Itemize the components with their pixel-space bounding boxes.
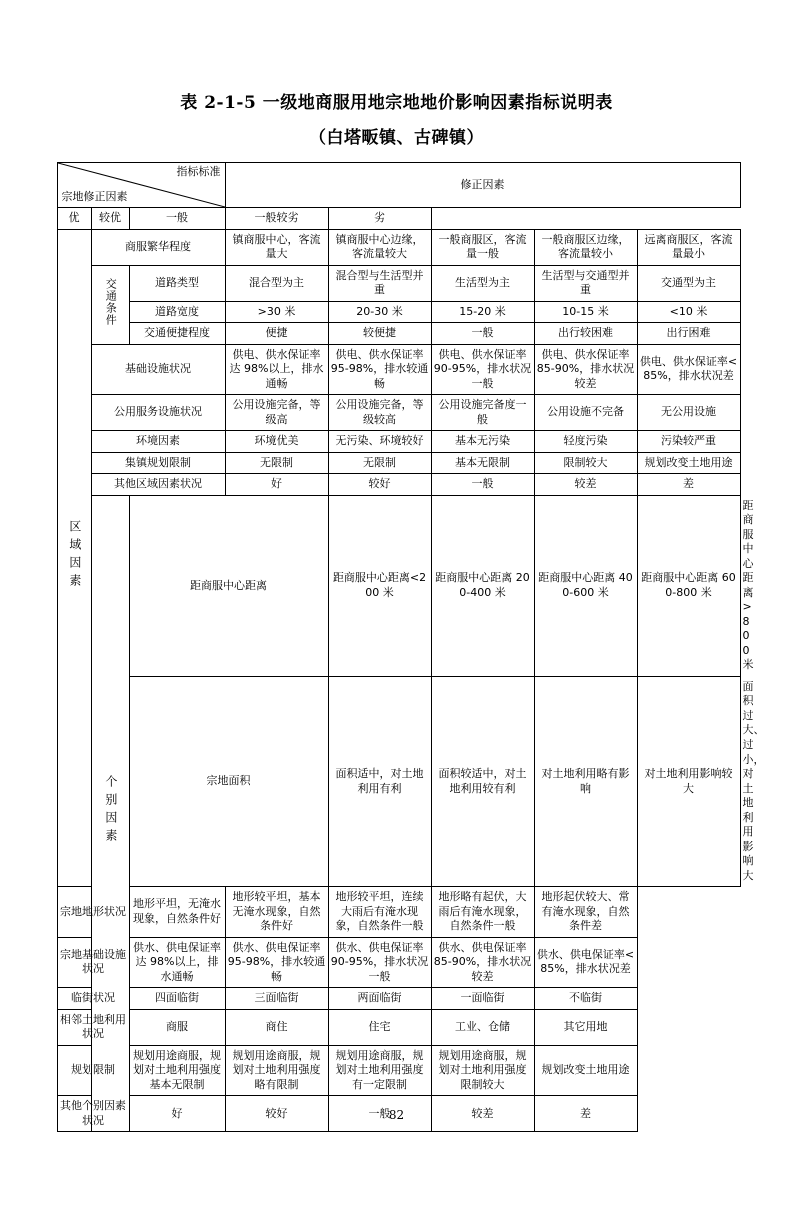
row-label-planning-restriction: 规划限制	[57, 1045, 129, 1096]
cell-value: 无限制	[328, 452, 431, 474]
cell-value: 一般	[431, 323, 534, 345]
cell-value: 一面临街	[431, 988, 534, 1010]
row-label-other-individual: 其他个别因素状况	[57, 1096, 129, 1132]
cell-value: 便捷	[225, 323, 328, 345]
cell-value: 20-30 米	[328, 301, 431, 323]
cell-value: 一般	[431, 474, 534, 496]
row-label-street-frontage: 临街状况	[57, 988, 129, 1010]
table-row	[57, 301, 740, 323]
row-label-other-regional: 其他区域因素状况	[91, 474, 225, 496]
table-row	[57, 265, 740, 301]
cell-value: 对土地利用略有影响	[534, 676, 637, 886]
row-label-traffic-convenience: 交通便捷程度	[129, 323, 225, 345]
cell-value: 规划用途商服，规划对土地利用强度限制较大	[431, 1045, 534, 1096]
cell-value: 差	[637, 474, 740, 496]
table-row	[57, 229, 740, 265]
cell-value: 公用设施不完备	[534, 395, 637, 431]
cell-value: 供电、供水保证率 85-90%，排水状况较差	[534, 344, 637, 395]
cell-value: 好	[225, 474, 328, 496]
cell-value: 不临街	[534, 988, 637, 1010]
cell-value: >30 米	[225, 301, 328, 323]
table-row	[57, 452, 740, 474]
cell-value: 距商服中心距离 200-400 米	[431, 495, 534, 676]
cell-value: 较好	[225, 1096, 328, 1132]
cell-value: 基本无污染	[431, 431, 534, 453]
corner-header-cell	[57, 163, 225, 208]
row-label-road-type	[129, 265, 225, 301]
cell-value: 规划改变土地用途	[637, 452, 740, 474]
cell-value: 三面临街	[225, 988, 328, 1010]
cell-value: 一般商服区边缘，客流量较小	[534, 229, 637, 265]
cell-value: 轻度污染	[534, 431, 637, 453]
table-row: 个别因素 距商服中心距离 距商服中心距离<200 米 距商服中心距离 200-400 米 距商服中心距离 400-600 米 距商服中心距离 600-800 米 距商服中心距离>800 米	[57, 495, 740, 676]
cell-value: 地形起伏较大、常有淹水现象，自然条件差	[534, 887, 637, 938]
row-label-environment: 环境因素	[91, 431, 225, 453]
cell-value: 环境优美	[225, 431, 328, 453]
cell-value: 10-15 米	[534, 301, 637, 323]
cell-value: 供电、供水保证率达 98%以上，排水通畅	[225, 344, 328, 395]
cell-value: 地形较平坦，连续大雨后有淹水现象，自然条件一般	[328, 887, 431, 938]
corner-label-bottom: 宗地修正因素	[61, 190, 128, 204]
cell-value: 无污染、环境较好	[328, 431, 431, 453]
group-header-correction-factors: 修正因素	[225, 163, 740, 208]
cell-value: 规划用途商服，规划对土地利用强度略有限制	[225, 1045, 328, 1096]
cell-value: 无公用设施	[637, 395, 740, 431]
cell-value: 公用设施完备度一般	[431, 395, 534, 431]
cell-value: 距商服中心距离 400-600 米	[534, 495, 637, 676]
level-header-average: 一般	[129, 208, 225, 230]
cell-value: 面积较适中，对土地利用较有利	[431, 676, 534, 886]
cell-value: 较差	[431, 1096, 534, 1132]
cell-value: <10 米	[637, 301, 740, 323]
cell-value: 四面临街	[129, 988, 225, 1010]
table-row	[57, 395, 740, 431]
cell-value: 对土地利用影响较大	[637, 676, 740, 886]
table-row	[57, 344, 740, 395]
factor-table-wrapper	[57, 162, 765, 1132]
row-group-label-traffic-conditions-text: 交通条件	[104, 278, 118, 327]
section-label-individual-text: 个别因素	[103, 775, 118, 848]
cell-value: 供水、供电保证率<85%，排水状况差	[534, 937, 637, 988]
cell-value: 两面临街	[328, 988, 431, 1010]
row-label-parcel-infrastructure: 宗地基础设施状况	[57, 937, 129, 988]
section-label-regional	[57, 229, 91, 887]
level-header-poorer: 一般较劣	[225, 208, 328, 230]
table-row	[57, 474, 740, 496]
page-title: 表 2-1-5 一级地商服用地宗地地价影响因素指标说明表	[180, 93, 613, 113]
cell-value: 出行困难	[637, 323, 740, 345]
cell-value: 混合型为主	[225, 265, 328, 301]
cell-value: 较差	[534, 474, 637, 496]
cell-value: 镇商服中心边缘，客流量较大	[328, 229, 431, 265]
row-label-adjacent-land-use: 相邻土地利用状况	[57, 1009, 129, 1045]
cell-value: 限制较大	[534, 452, 637, 474]
row-label-public-services: 公用服务设施状况	[91, 395, 225, 431]
row-label-road-width: 道路宽度	[129, 301, 225, 323]
cell-value: 远离商服区，客流量最小	[637, 229, 740, 265]
cell-value: 公用设施完备，等级高	[225, 395, 328, 431]
row-label-parcel-terrain: 宗地地形状况	[57, 887, 129, 938]
table-row	[57, 887, 740, 938]
cell-value: 供电、供水保证率<85%，排水状况差	[637, 344, 740, 395]
title-block	[0, 88, 793, 148]
cell-value: 基本无限制	[431, 452, 534, 474]
cell-value: 供电、供水保证率 95-98%，排水较通畅	[328, 344, 431, 395]
cell-value: 生活型为主	[431, 265, 534, 301]
page-number: 82	[388, 1108, 405, 1122]
document-page	[0, 88, 793, 1210]
cell-value: 供水、供电保证率 95-98%，排水较通畅	[225, 937, 328, 988]
factor-table	[57, 162, 765, 1132]
level-header-better: 较优	[91, 208, 129, 230]
cell-value: 供水、供电保证率达 98%以上，排水通畅	[129, 937, 225, 988]
cell-value: 镇商服中心，客流量大	[225, 229, 328, 265]
row-label-distance-to-center: 距商服中心距离	[129, 495, 328, 676]
cell-value: 一般商服区，客流量一般	[431, 229, 534, 265]
table-row	[57, 988, 740, 1010]
table-row	[57, 1009, 740, 1045]
cell-value: 污染较严重	[637, 431, 740, 453]
level-header-optimal: 优	[57, 208, 91, 230]
table-row: 宗地面积 面积适中，对土地利用有利 面积较适中，对土地利用较有利 对土地利用略有影响 对土地利用影响较大 面积过大、过小，对土地利用影响大	[57, 676, 740, 886]
cell-value: 混合型与生活型并重	[328, 265, 431, 301]
cell-value: 出行较困难	[534, 323, 637, 345]
table-row	[57, 431, 740, 453]
cell-value: 住宅	[328, 1009, 431, 1045]
row-group-label-traffic-conditions	[91, 265, 129, 344]
page-subtitle: （白塔畈镇、古碑镇）	[309, 128, 484, 148]
table-row	[57, 323, 740, 345]
cell-value: 供水、供电保证率 90-95%，排水状况一般	[328, 937, 431, 988]
corner-label-top: 指标标准	[176, 165, 221, 178]
level-header-poor: 劣	[328, 208, 431, 230]
cell-value: 地形略有起伏，大雨后有淹水现象，自然条件一般	[431, 887, 534, 938]
cell-value: 较好	[328, 474, 431, 496]
cell-value: 生活型与交通型并重	[534, 265, 637, 301]
cell-value: 其它用地	[534, 1009, 637, 1045]
cell-value: 一般	[328, 1096, 431, 1132]
cell-value: 好	[129, 1096, 225, 1132]
table-header-row-levels	[57, 208, 740, 230]
cell-value: 规划用途商服，规划对土地利用强度有一定限制	[328, 1045, 431, 1096]
cell-value: 工业、仓储	[431, 1009, 534, 1045]
cell-value: 差	[534, 1096, 637, 1132]
table-row	[57, 937, 740, 988]
cell-value: 地形较平坦，基本无淹水现象，自然条件好	[225, 887, 328, 938]
cell-value: 供电、供水保证率 90-95%，排水状况一般	[431, 344, 534, 395]
cell-value: 15-20 米	[431, 301, 534, 323]
cell-value: 交通型为主	[637, 265, 740, 301]
cell-value: 商服	[129, 1009, 225, 1045]
cell-value: 公用设施完备，等级较高	[328, 395, 431, 431]
cell-value: 距商服中心距离 600-800 米	[637, 495, 740, 676]
table-row	[57, 1045, 740, 1096]
cell-value: 地形平坦，无淹水现象，自然条件好	[129, 887, 225, 938]
row-label-commercial-prosperity: 商服繁华程度	[91, 229, 225, 265]
cell-value: 无限制	[225, 452, 328, 474]
row-label-road-type-text: 道路类型	[155, 275, 199, 289]
table-header-row-group	[57, 163, 740, 208]
section-label-regional-text: 区域因素	[67, 519, 82, 592]
cell-value: 供水、供电保证率 85-90%，排水状况较差	[431, 937, 534, 988]
cell-value: 商住	[225, 1009, 328, 1045]
cell-value: 规划用途商服，规划对土地利用强度基本无限制	[129, 1045, 225, 1096]
cell-value: 面积适中，对土地利用有利	[328, 676, 431, 886]
cell-value: 规划改变土地用途	[534, 1045, 637, 1096]
row-label-infrastructure: 基础设施状况	[91, 344, 225, 395]
cell-value: 较便捷	[328, 323, 431, 345]
row-label-parcel-area: 宗地面积	[129, 676, 328, 886]
cell-value: 距商服中心距离<200 米	[328, 495, 431, 676]
row-label-town-planning-restriction: 集镇规划限制	[91, 452, 225, 474]
